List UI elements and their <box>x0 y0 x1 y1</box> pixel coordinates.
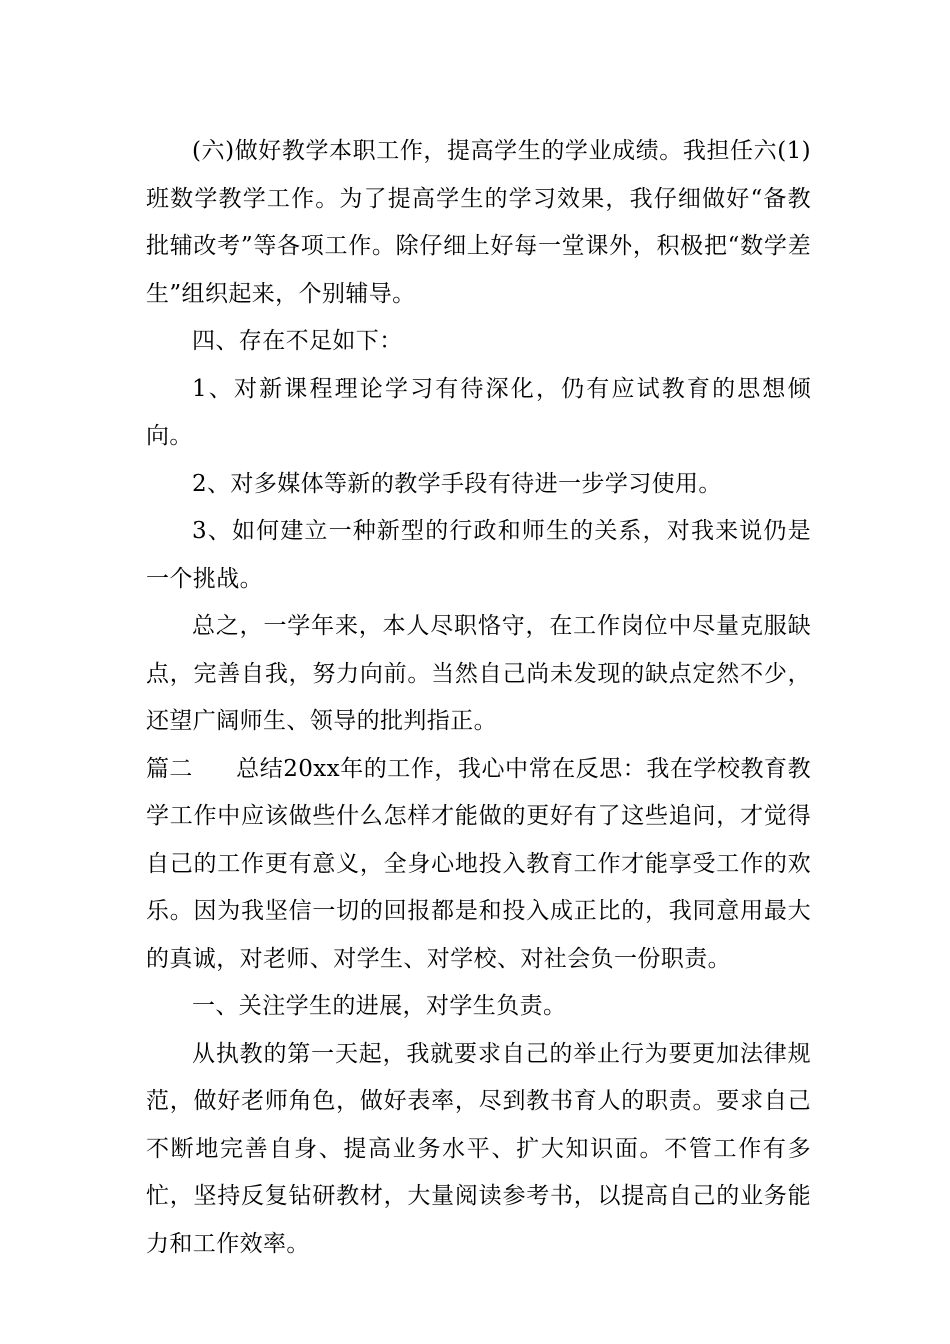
paragraph-part-two <box>146 746 811 984</box>
list-item-1: 1、对新课程理论学习有待深化，仍有应试教育的思想倾向。 <box>146 375 811 449</box>
list-item-3: 3、如何建立一种新型的行政和师生的关系，对我来说仍是一个挑战。 <box>146 518 811 592</box>
paragraph-self-requirements: 从执教的第一天起，我就要求自己的举止行为要更加法律规范，做好老师角色，做好表率，尽到教书育人的职责。要求自己不断地完善自身、提高业务水平、扩大知识面。不管工作有多忙，坚持反复钻研教材，大量阅读参考书，以提高自己的业务能力和工作效率。 <box>146 1040 811 1257</box>
heading-shortcomings: 四、存在不足如下： <box>192 328 403 354</box>
heading-student-progress: 一、关注学生的进展，对学生负责。 <box>192 993 567 1019</box>
list-item-2: 2、对多媒体等新的教学手段有待进一步学习使用。 <box>192 470 722 497</box>
document-page <box>146 128 811 1268</box>
paragraph-teaching-duties: (六)做好教学本职工作，提高学生的学业成绩。我担任六(1)班数学教学工作。为了提高学生的学习效果，我仔细做好“备教批辅改考”等各项工作。除仔细上好每一堂课外，积极把“数学差生”组织起来，个别辅导。 <box>146 138 811 307</box>
paragraph-summary: 总之，一学年来，本人尽职恪守，在工作岗位中尽量克服缺点，完善自我，努力向前。当然自己尚未发现的缺点定然不少，还望广阔师生、领导的批判指正。 <box>146 613 811 734</box>
part-two-text: 总结20xx年的工作，我心中常在反思：我在学校教育教学工作中应该做些什么怎样才能做的更好有了这些追问，才觉得自己的工作更有意义，全身心地投入教育工作才能享受工作的欢乐。因为我坚信一切的回报都是和投入成正比的，我同意用最大的真诚，对老师、对学生、对学校、对社会负一份职责。 <box>146 755 811 972</box>
section-label: 篇二 <box>146 755 193 782</box>
